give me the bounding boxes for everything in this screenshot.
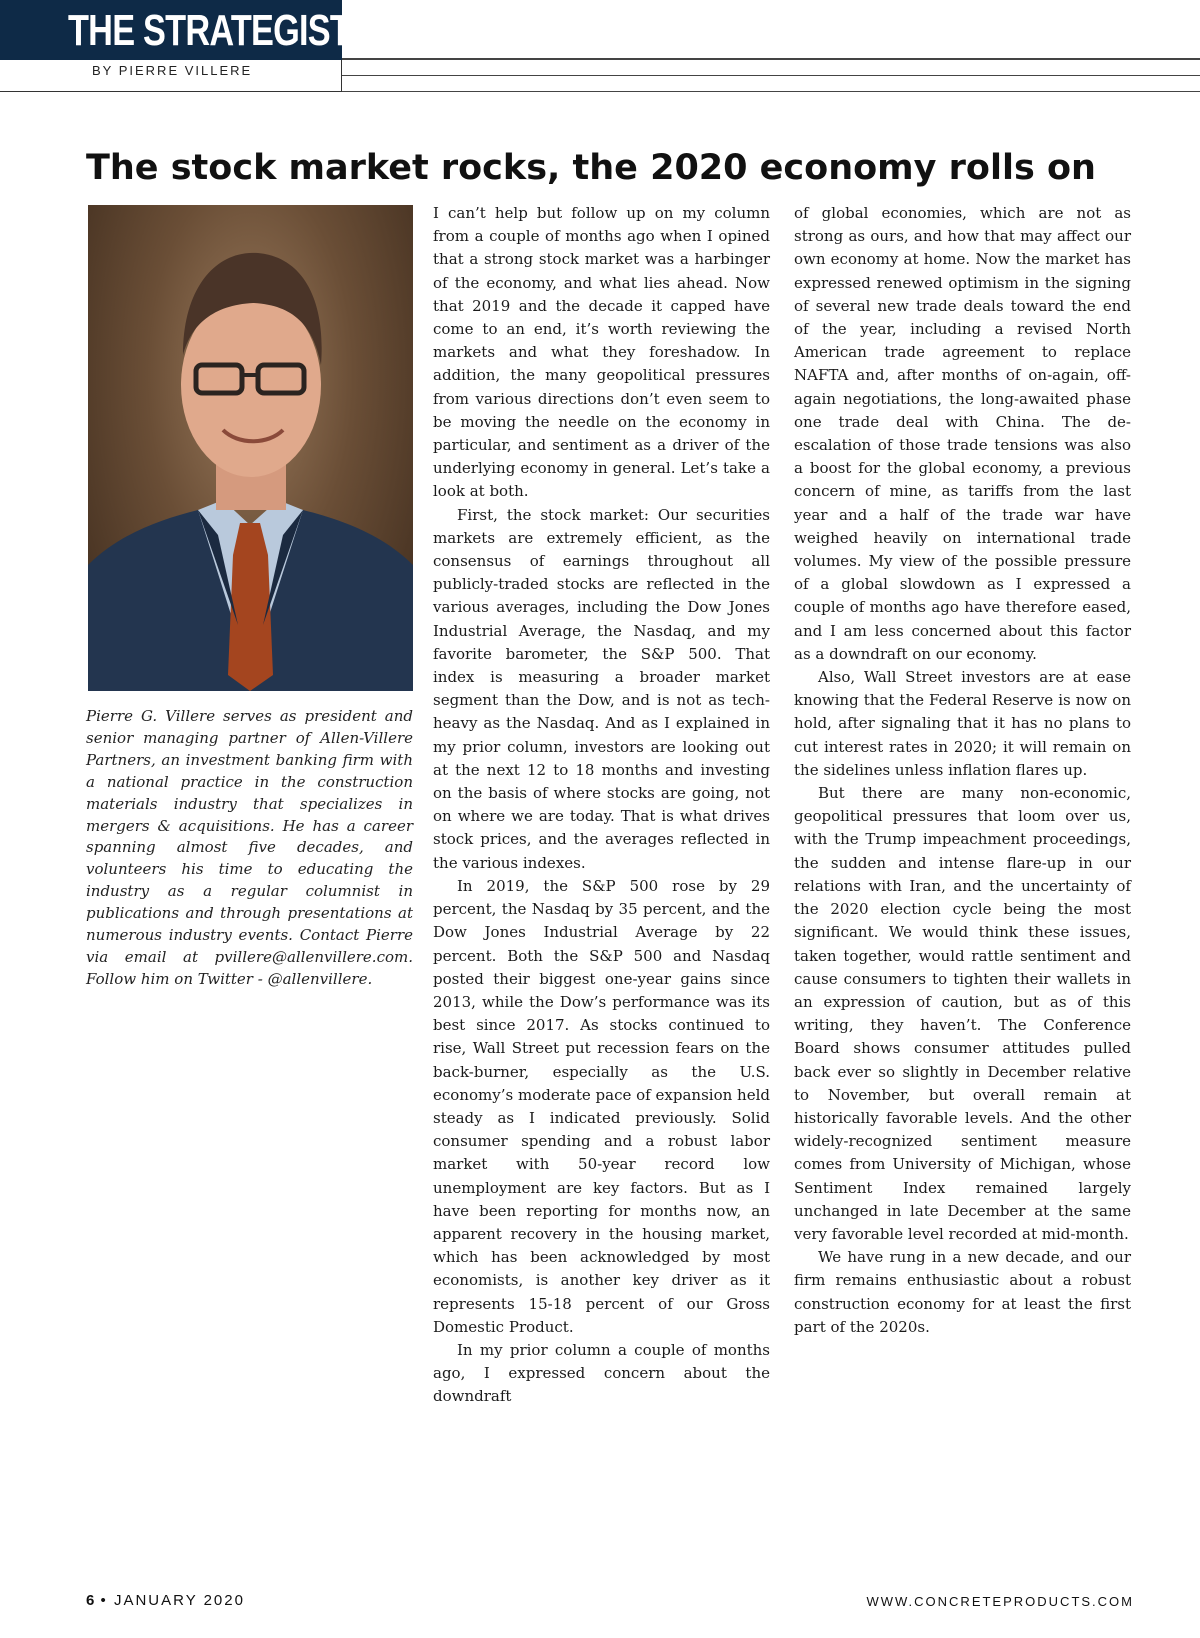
article-column-1 <box>433 202 770 1409</box>
divider <box>342 58 1200 60</box>
paragraph: But there are many non-economic, geopolitical pressures that loom over us, with the Trump impeachment proceedings, the sudden and intense flare-up in our relations with Iran, and the uncertainty of the 2020 election cycle being the most significant. We would think these issues, taken together, would rattle sentiment and cause consumers to tighten their wallets in an expression of caution, but as of this writing, they haven’t. The Conference Board shows consumer attitudes pulled back ever so slightly in December relative to November, but overall remain at historically favorable levels. And the other widely-recognized sentiment measure comes from University of Michigan, whose Sentiment Index remained largely unchanged in late December at the same very favorable level recorded at mid-month. <box>794 784 1131 1243</box>
paragraph: We have rung in a new decade, and our firm remains enthusiastic about a robust construction economy for at least the first part of the 2020s. <box>794 1248 1131 1336</box>
footer-issue <box>86 1592 245 1609</box>
divider <box>342 75 1200 76</box>
paragraph: In 2019, the S&P 500 rose by 29 percent, the Nasdaq by 35 percent, and the Dow Jones Industrial Average by 22 percent. Both the S&P 500 and Nasdaq posted their biggest one-year gains since 2013, while the Dow’s performance was its best since 2017. As stocks continued to rise, Wall Street put recession fears on the back-burner, especially as the U.S. economy’s moderate pace of expansion held steady as I indicated previously. Solid consumer spending and a robust labor market with 50-year record low unemployment are key factors. But as I have been reporting for months now, an apparent recovery in the housing market, which has been acknowledged by most economists, is another key driver as it represents 15-18 percent of our Gross Domestic Product. <box>433 876 770 1336</box>
page-number: 6 <box>86 1592 95 1609</box>
column-title: THE STRATEGIST <box>68 6 351 55</box>
divider <box>0 91 342 92</box>
column-byline: BY PIERRE VILLERE <box>92 63 253 78</box>
article-column-2 <box>794 202 1131 1339</box>
footer-website: WWW.CONCRETEPRODUCTS.COM <box>866 1594 1134 1609</box>
issue-date: JANUARY 2020 <box>113 1592 245 1609</box>
divider <box>341 60 342 92</box>
article-headline: The stock market rocks, the 2020 economy rolls on <box>86 148 1096 188</box>
paragraph: Also, Wall Street investors are at ease knowing that the Federal Reserve is now on hold, after signaling that it has no plans to cut interest rates in 2020; it will remain on the sidelines unless inflation flares up. <box>794 668 1131 779</box>
author-bio-caption: Pierre G. Villere serves as president and senior managing partner of Allen-Villere Partners, an investment banking firm with a national practice in the construction materials industry that specializes in mergers & acquisitions. He has a career spanning almost five decades, and volunteers his time to educating the industry as a regular columnist in publications and through presentations at numerous industry events. Contact Pierre via email at pvillere@allenvillere.com. Follow him on Twitter - @allenvillere. <box>86 707 413 988</box>
paragraph: In my prior column a couple of months ago, I expressed concern about the downdraft <box>433 1340 770 1406</box>
paragraph: of global economies, which are not as strong as ours, and how that may affect our own economy at home. Now the market has expressed renewed optimism in the signing of several new trade deals toward the end of the year, including a revised North American trade agreement to replace NAFTA and, after months of on-again, off-again negotiations, the long-awaited phase one trade deal with China. The de-escalation of those trade tensions was also a boost for the global economy, a previous concern of mine, as tariffs from the last year and a half of the trade war have weighed heavily on international trade volumes. My view of the possible pressure of a global slowdown as I expressed a couple of months ago have therefore eased, and I am less concerned about this factor as a downdraft on our economy. <box>794 204 1131 663</box>
paragraph: First, the stock market: Our securities markets are extremely efficient, as the consensus of earnings throughout all publicly-traded stocks are reflected in the various averages, including the Dow Jones Industrial Average, the Nasdaq, and my favorite barometer, the S&P 500. That index is measuring a broader market segment than the Dow, and is not as tech-heavy as the Nasdaq. And as I explained in my prior column, investors are looking out at the next 12 to 18 months and investing on the basis of where stocks are going, not on where we are today. That is what drives stock prices, and the averages reflected in the various indexes. <box>433 505 770 872</box>
masthead <box>0 0 1200 92</box>
author-photo <box>88 205 413 691</box>
divider <box>342 91 1200 92</box>
author-portrait-image <box>88 205 413 691</box>
footer-separator: • <box>100 1592 108 1609</box>
masthead-banner <box>0 0 351 60</box>
paragraph: I can’t help but follow up on my column from a couple of months ago when I opined that a strong stock market was a harbinger of the economy, and what lies ahead. Now that 2019 and the decade it capped have come to an end, it’s worth reviewing the markets and what they foreshadow. In addition, the many geopolitical pressures from various directions don’t even seem to be moving the needle on the economy in particular, and sentiment as a driver of the underlying economy in general. Let’s take a look at both. <box>433 204 770 501</box>
